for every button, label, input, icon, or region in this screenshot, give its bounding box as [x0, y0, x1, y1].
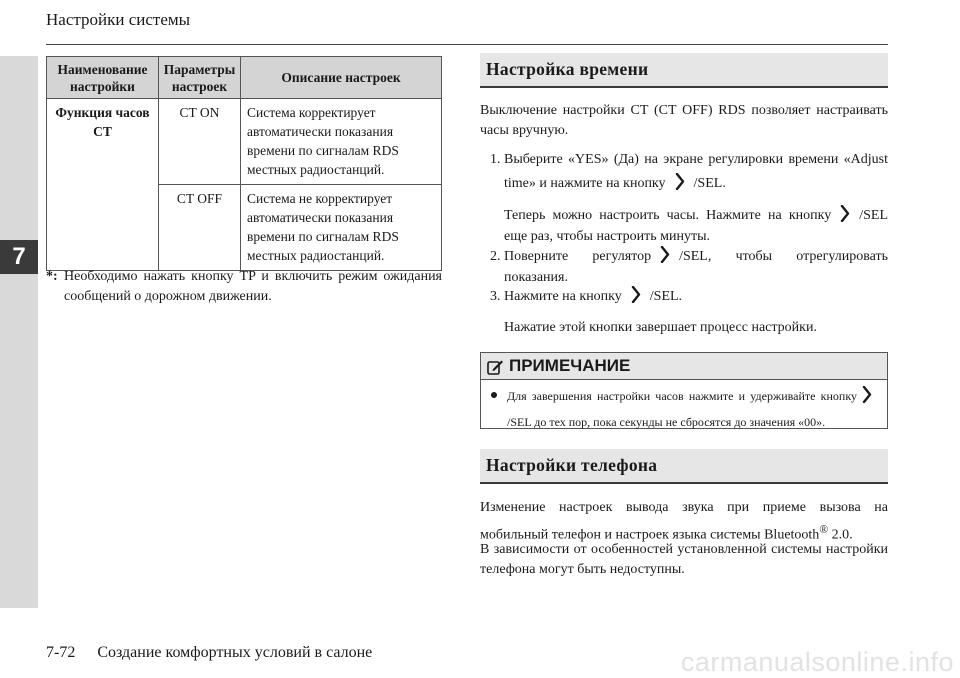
step-text [480, 285, 888, 309]
phone-paragraph-2: В зависимости от особенностей установленной системы настройки телефона могут быть недоступны. [480, 542, 888, 577]
table-header-cell: Наименование настройки [47, 57, 159, 99]
step-text-part: /SEL еще раз, чтобы настроить минуты. [504, 208, 888, 244]
table-header-cell: Параметры настроек [159, 57, 241, 99]
step-number: 2. [490, 249, 501, 264]
step-number: 3. [490, 289, 501, 304]
table-param-cell: CT ON [159, 99, 241, 185]
section-title: Настройка времени [486, 59, 649, 79]
table-function-cell: Функция часов CT [47, 99, 159, 271]
chapter-tab: 7 [0, 240, 38, 274]
step-text-part: Поверните регулятор [504, 249, 652, 264]
section-heading-phone [480, 449, 888, 484]
step-3-subtext: Нажатие этой кнопки завершает процесс настройки. [504, 320, 817, 335]
watermark: carmanualsonline.info [680, 647, 954, 677]
knob-icon [630, 286, 642, 303]
knob-icon [861, 386, 873, 403]
knob-icon [839, 205, 851, 222]
phone-text-part: Изменение настроек вывода звука при приеме вызова на мобильный телефон и настроек языка системы Bluetooth [480, 500, 888, 543]
footnote-marker: *: [46, 269, 58, 284]
page-footer [46, 644, 372, 662]
step-3 [480, 285, 888, 309]
table-header-cell: Описание настроек [241, 57, 442, 99]
step-number: 1. [490, 152, 501, 167]
step-text-part: Выберите «YES» (Да) на экране регулировки времени «Adjust time» и нажмите на кнопку [504, 152, 888, 191]
registered-mark: ® [819, 523, 829, 536]
table-row [47, 99, 442, 185]
footnote-text: Необходимо нажать кнопку TP и включить режим ожидания сообщений о дорожном движении. [64, 269, 442, 304]
footer-section-title: Создание комфортных условий в салоне [97, 644, 373, 661]
step-text [480, 246, 888, 288]
step-text-part: /SEL, чтобы отрегулировать показания. [504, 249, 888, 285]
step-2 [480, 246, 888, 288]
note-box [480, 352, 888, 429]
knob-icon [674, 173, 686, 190]
phone-text-part: 2.0. [828, 527, 853, 543]
table-param-cell: CT OFF [159, 185, 241, 271]
note-text-part: Для завершения настройки часов нажмите и удерживайте кнопку [507, 389, 857, 403]
step-text-part: Теперь можно настроить часы. Нажмите на кнопку [504, 208, 832, 223]
note-pencil-icon [487, 358, 504, 375]
chapter-sidebar [0, 56, 38, 608]
step-text-part: /SEL. [693, 176, 726, 191]
step-1-subtext [480, 205, 888, 247]
table-desc-cell: Система не корректирует автоматически показания времени по сигналам RDS местных радиостанций. [241, 185, 442, 271]
section-title: Настройки телефона [486, 455, 658, 475]
settings-table [46, 56, 442, 271]
knob-icon [659, 246, 671, 263]
page-number: 7-72 [46, 644, 76, 661]
bullet-icon [491, 392, 497, 398]
time-intro-paragraph: Выключение настройки CT (CT OFF) RDS позволяет настраивать часы вручную. [480, 103, 888, 138]
table-header-row [47, 57, 442, 99]
step-text-part: /SEL. [649, 289, 683, 304]
step-1 [480, 148, 888, 196]
step-text [480, 148, 888, 196]
page-header-title: Настройки системы [46, 10, 191, 29]
header-rule [46, 44, 888, 45]
note-header [481, 353, 887, 380]
note-body [481, 380, 887, 435]
table-footnote [46, 267, 442, 307]
section-heading-time [480, 53, 888, 88]
note-title: ПРИМЕЧАНИЕ [509, 356, 631, 375]
step-text-part: Нажмите на кнопку [504, 289, 622, 304]
note-text-part: /SEL до тех пор, пока секунды не сбросятся до значения «00». [507, 415, 826, 429]
table-desc-cell: Система корректирует автоматически показания времени по сигналам RDS местных радиостанций. [241, 99, 442, 185]
